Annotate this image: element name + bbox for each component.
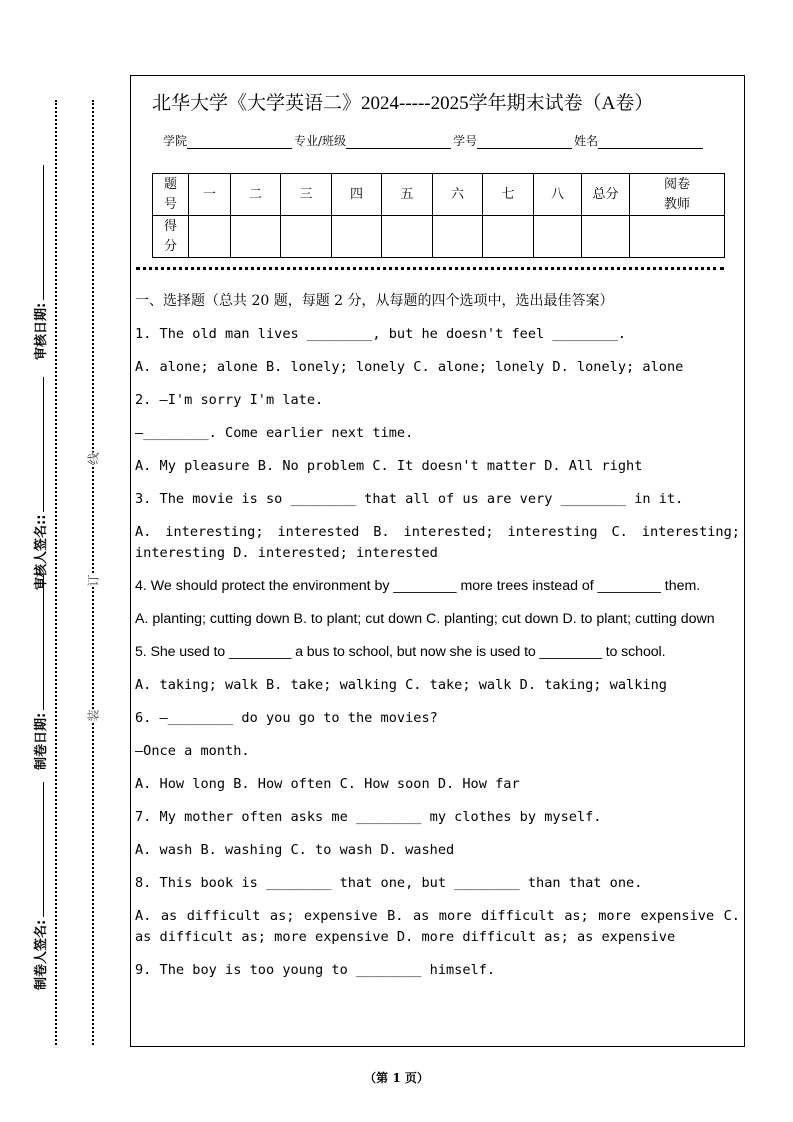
answer-options: A. planting; cutting down B. to plant; cut down C. planting; cut down D. to plant; cutting down [135, 611, 715, 627]
answer-options: A. as difficult as; expensive B. as more difficult as; more expensive C. as difficult as; more expensive D. more difficult as; as expensive [135, 908, 740, 945]
score-cell[interactable] [231, 216, 281, 258]
question-text: —________. Come earlier next time. [135, 425, 414, 441]
question-text: 1. The old man lives ________, but he doesn't feel ________. [135, 326, 627, 342]
binding-dotted-line-outer [55, 100, 57, 1045]
answer-options: A. interesting; interested B. interested; interesting C. interesting; interesting D. interested; interested [135, 524, 740, 561]
question-body [135, 291, 740, 993]
answer-options: A. wash B. washing C. to wash D. washed [135, 842, 455, 858]
column-header: 四 [332, 174, 382, 216]
score-table-header-row [153, 174, 725, 216]
column-header: 五 [382, 174, 433, 216]
score-cell[interactable] [332, 216, 382, 258]
college-field[interactable] [187, 134, 292, 149]
binding-mark-bind: 装 [86, 709, 101, 722]
review-date-label [30, 165, 49, 360]
score-cell[interactable] [189, 216, 231, 258]
paper-maker-signature-line [35, 782, 44, 917]
score-cell[interactable] [582, 216, 630, 258]
column-header: 一 [189, 174, 231, 216]
section-heading: 一、选择题（总共 20 题，每题 2 分，从每题的四个选项中，选出最佳答案） [135, 293, 614, 309]
answer-options: A. How long B. How often C. How soon D. How far [135, 776, 520, 792]
answer-options: A. alone; alone B. lonely; lonely C. alone; lonely D. lonely; alone [135, 359, 684, 375]
paper-date-line [35, 575, 44, 710]
question-text: 4. We should protect the environment by ________ more trees instead of ________ them. [135, 578, 701, 594]
question-text: 8. This book is ________ that one, but ________ than that one. [135, 875, 643, 891]
score-cell[interactable] [534, 216, 582, 258]
paper-maker-signature-label [30, 782, 49, 990]
question-text: 9. The boy is too young to ________ himself. [135, 962, 496, 978]
reviewer-signature-text: 审核人签名:: [34, 514, 49, 590]
student-info [163, 132, 705, 149]
dotted-separator [136, 267, 724, 270]
score-cell[interactable] [630, 216, 725, 258]
score-table-score-row [153, 216, 725, 258]
binding-dotted-line-inner [92, 100, 94, 1045]
label-char: 题 [163, 176, 177, 192]
answer-options: A. My pleasure B. No problem C. It doesn't matter D. All right [135, 458, 643, 474]
column-header: 三 [281, 174, 332, 216]
question-text: 5. She used to ________ a bus to school, but now she is used to ________ to school. [135, 644, 666, 660]
question-text: 3. The movie is so ________ that all of us are very ________ in it. [135, 491, 684, 507]
label-char: 阅卷 [663, 176, 690, 192]
paper-date-label [30, 575, 49, 770]
major-class-label: 专业/班级 [294, 134, 347, 148]
major-class-field[interactable] [346, 134, 451, 149]
question-text: 6. —________ do you go to the movies? [135, 710, 438, 726]
label-char: 得 [163, 218, 177, 234]
answer-options: A. taking; walk B. take; walking C. take; walk D. taking; walking [135, 677, 667, 693]
name-field[interactable] [598, 134, 703, 149]
column-header: 六 [433, 174, 483, 216]
column-header: 总分 [582, 174, 630, 216]
score-cell[interactable] [483, 216, 534, 258]
column-header: 八 [534, 174, 582, 216]
paper-date-text: 制卷日期: [34, 712, 49, 770]
question-text: 2. —I'm sorry I'm late. [135, 392, 324, 408]
score-cell[interactable] [382, 216, 433, 258]
page-number: （第 1 页） [364, 1071, 429, 1085]
column-header: 七 [483, 174, 534, 216]
college-label: 学院 [163, 134, 188, 148]
review-date-line [35, 165, 44, 300]
score-cell[interactable] [433, 216, 483, 258]
column-header: 二 [231, 174, 281, 216]
binding-mark-line: 线 [86, 452, 101, 465]
reviewer-signature-line [35, 377, 44, 512]
binding-mark-staple: 订 [86, 574, 101, 587]
review-date-text: 审核日期: [34, 302, 49, 360]
label-char: 号 [163, 196, 177, 212]
paper-maker-signature-text: 制卷人签名: [34, 919, 49, 990]
student-id-label: 学号 [453, 134, 478, 148]
question-text: —Once a month. [135, 743, 250, 759]
score-table [152, 173, 725, 258]
question-number-label [153, 174, 189, 216]
score-cell[interactable] [281, 216, 332, 258]
exam-title: 北华大学《大学英语二》2024-----2025学年期末试卷（A卷） [152, 93, 654, 114]
question-text: 7. My mother often asks me ________ my clothes by myself. [135, 809, 602, 825]
reviewer-header [630, 174, 725, 216]
reviewer-signature-label [30, 377, 49, 590]
label-char: 分 [163, 238, 177, 254]
name-label: 姓名 [574, 134, 599, 148]
student-id-field[interactable] [477, 134, 572, 149]
score-label [153, 216, 189, 258]
label-char: 教师 [663, 196, 690, 212]
